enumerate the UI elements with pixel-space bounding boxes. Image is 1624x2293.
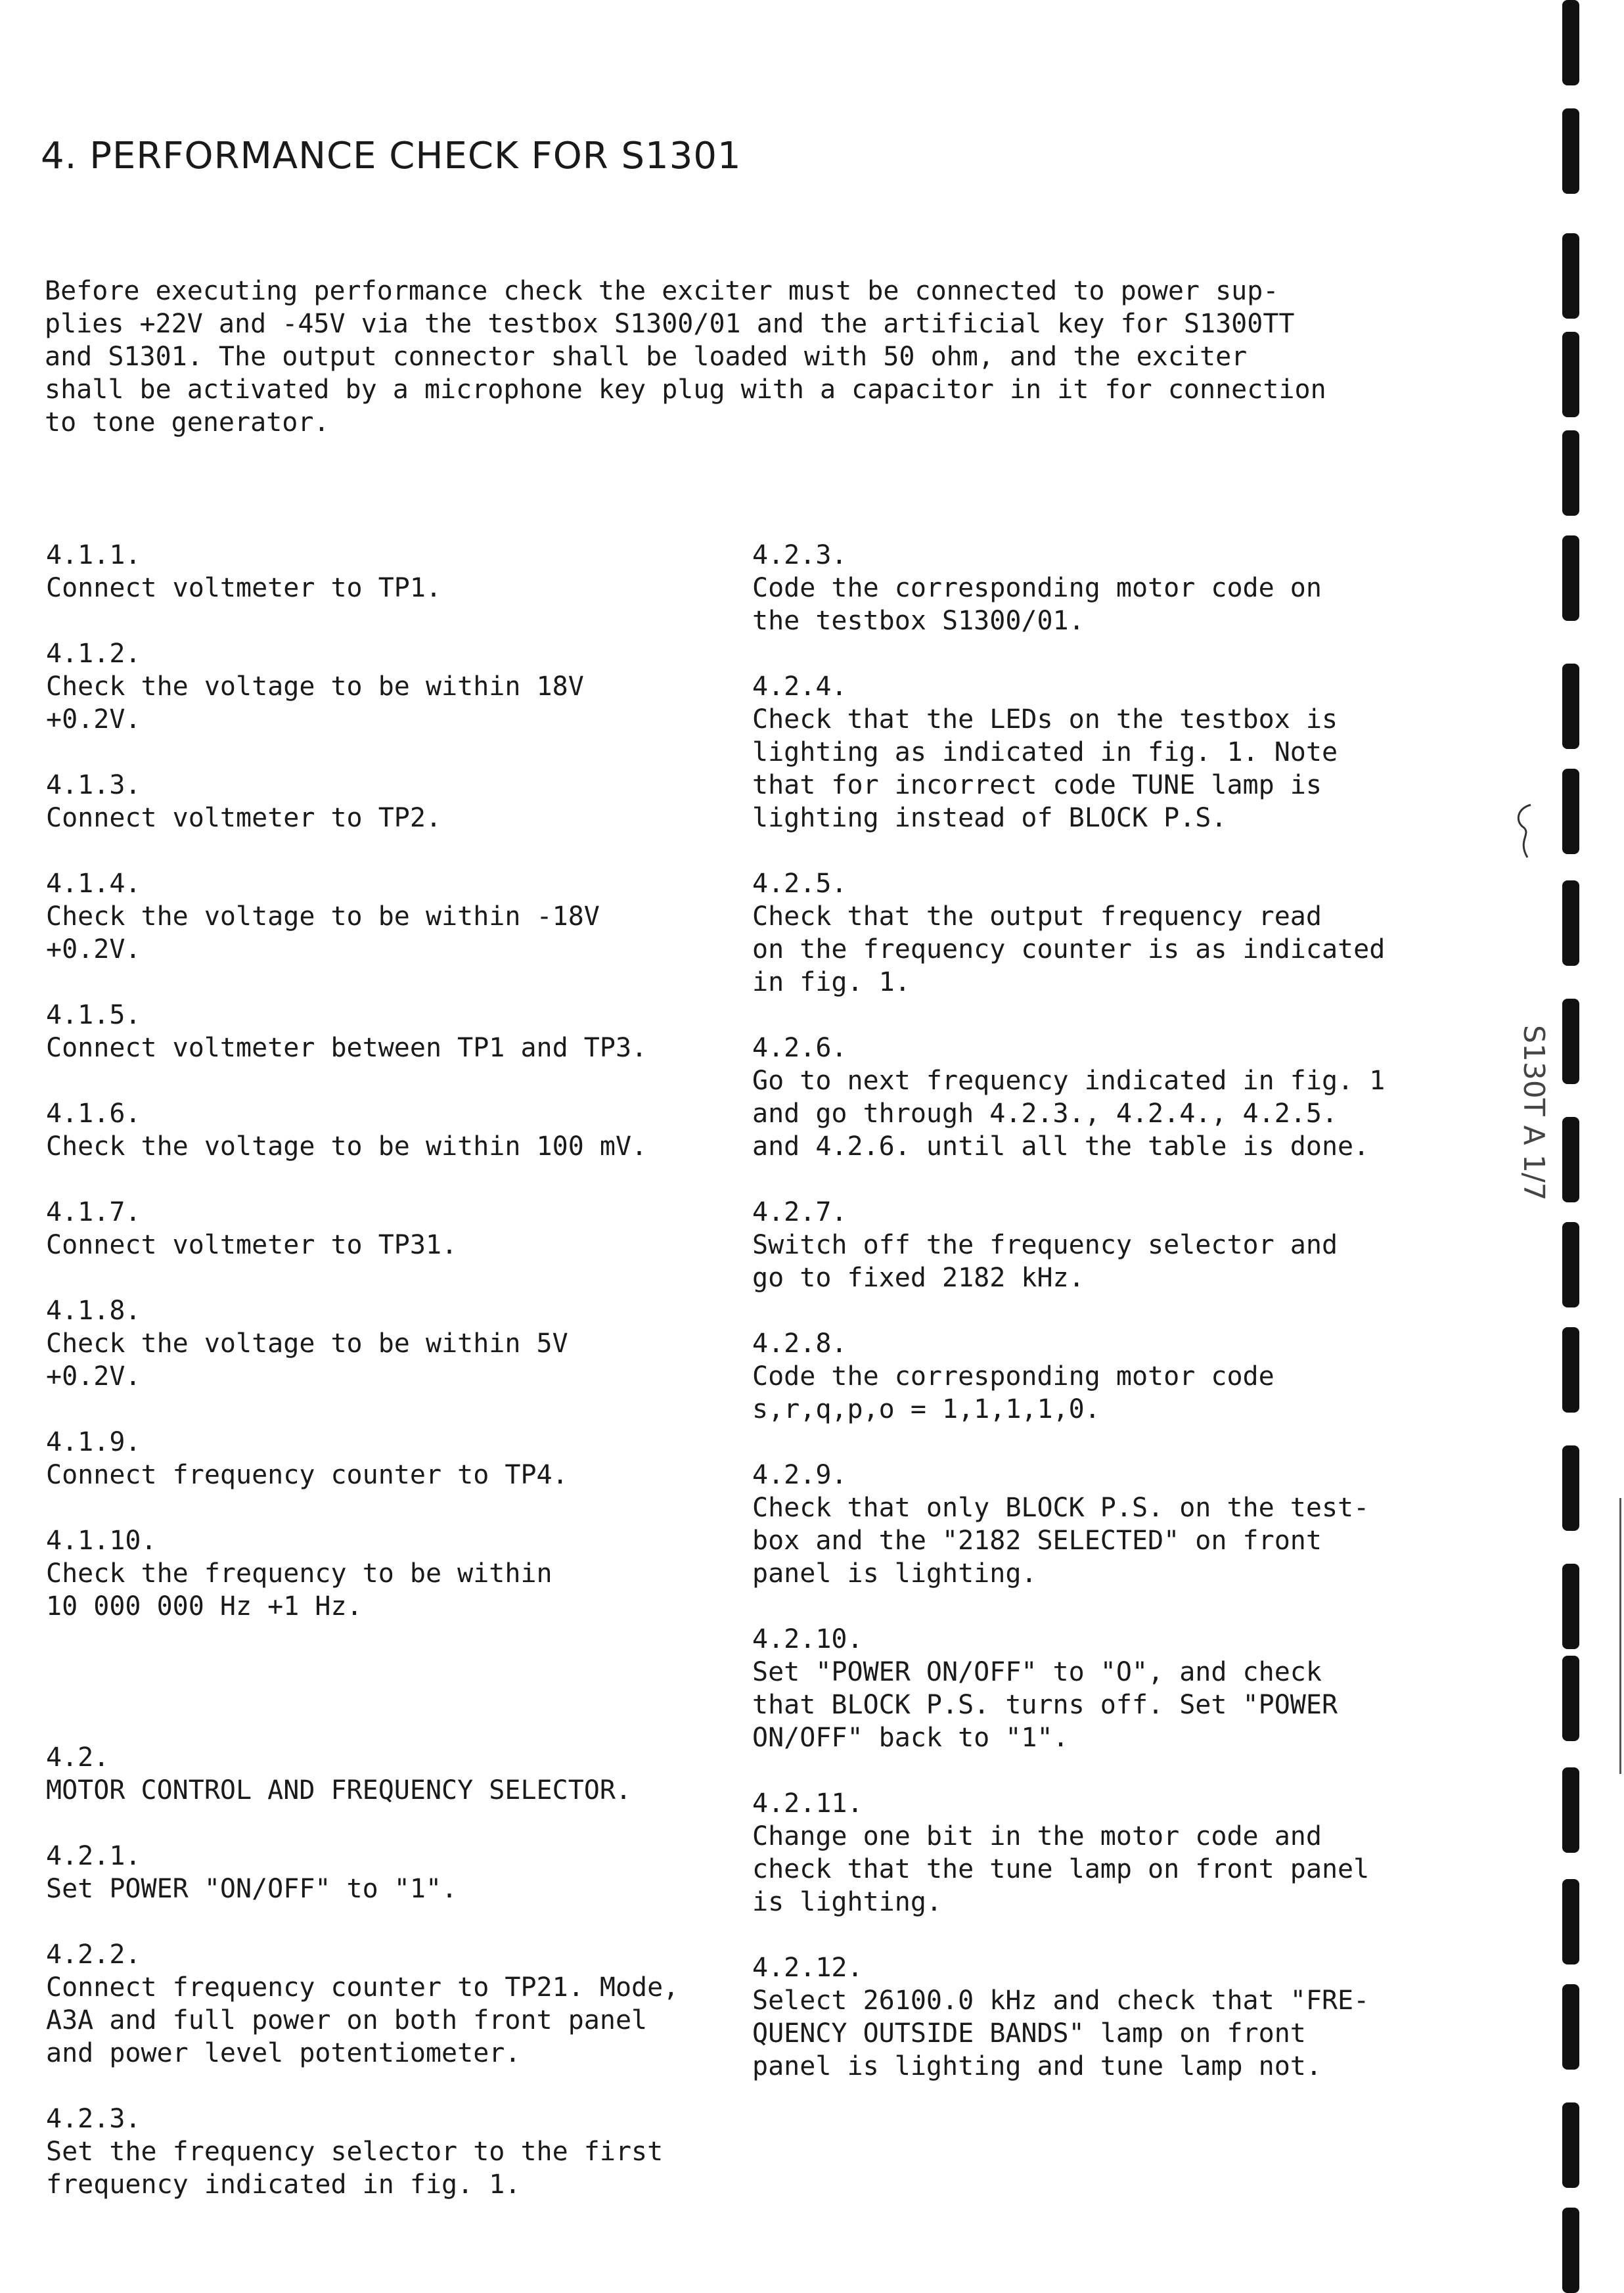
procedure-step [46, 999, 736, 1064]
binding-mark [1562, 1656, 1579, 1741]
binding-mark [1562, 430, 1579, 516]
procedure-step [46, 1426, 736, 1491]
binding-mark [1562, 1879, 1579, 1964]
procedure-step [46, 1938, 736, 2070]
step-text: Code the corresponding motor code on the testbox S1300/01. [752, 573, 1322, 636]
binding-marks [1557, 0, 1596, 2285]
step-number: 4.2.8. [752, 1328, 847, 1359]
step-text: Connect voltmeter to TP1. [46, 573, 442, 603]
step-number: 4.1.4. [46, 869, 141, 899]
step-number: 4.1.3. [46, 770, 141, 800]
procedure-step [46, 1097, 736, 1163]
step-number: 4.2.12. [752, 1953, 863, 1983]
procedure-step [46, 1840, 736, 1905]
step-text: Check the voltage to be within 100 mV. [46, 1131, 648, 1162]
step-number: 4.1.10. [46, 1526, 157, 1556]
step-number: 4.2.3. [46, 2104, 141, 2134]
page-edge-line [1619, 1498, 1621, 1774]
step-number: 4.2. [46, 1742, 110, 1773]
binding-mark [1562, 1767, 1579, 1853]
procedure-step [46, 2102, 736, 2201]
step-number: 4.2.2. [46, 1940, 141, 1970]
procedure-step [46, 769, 736, 834]
step-text: Select 26100.0 kHz and check that "FRE- QUENCY OUTSIDE BANDS" lamp on front panel is lighting and tune lamp not. [752, 1986, 1370, 2081]
binding-mark [1562, 332, 1579, 417]
procedure-step [46, 1524, 736, 1623]
binding-mark [1562, 1327, 1579, 1413]
step-number: 4.1.8. [46, 1296, 141, 1326]
binding-mark [1562, 1564, 1579, 1649]
page-title: 4. PERFORMANCE CHECK FOR S1301 [41, 135, 742, 177]
step-text: Set "POWER ON/OFF" to "O", and check that BLOCK P.S. turns off. Set "POWER ON/OFF" back to "1". [752, 1657, 1338, 1753]
step-number: 4.2.3. [752, 540, 847, 570]
binding-mark [1562, 2208, 1579, 2293]
binding-mark [1562, 535, 1579, 621]
step-text: MOTOR CONTROL AND FREQUENCY SELECTOR. [46, 1775, 632, 1805]
step-number: 4.1.7. [46, 1197, 141, 1227]
step-text: Connect voltmeter to TP2. [46, 803, 442, 833]
step-text: Check that the output frequency read on the frequency counter is as indicated in fig. 1. [752, 901, 1386, 997]
step-text: Go to next frequency indicated in fig. 1 and go through 4.2.3., 4.2.4., 4.2.5. and 4.2.6. until all the table is done. [752, 1066, 1386, 1162]
binding-mark [1562, 1445, 1579, 1531]
binding-mark [1562, 108, 1579, 194]
step-text: Code the corresponding motor code s,r,q,p,o = 1,1,1,1,0. [752, 1361, 1274, 1424]
procedure-step [752, 1032, 1442, 1163]
right-column [752, 539, 1442, 2116]
step-number: 4.2.7. [752, 1197, 847, 1227]
step-number: 4.1.5. [46, 1000, 141, 1030]
procedure-step [46, 867, 736, 966]
step-text: Set POWER "ON/OFF" to "1". [46, 1874, 458, 1904]
step-text: Check the voltage to be within 5V +0.2V. [46, 1328, 568, 1392]
step-text: Switch off the frequency selector and go to fixed 2182 kHz. [752, 1230, 1338, 1293]
step-text: Connect voltmeter to TP31. [46, 1230, 458, 1260]
step-number: 4.1.6. [46, 1099, 141, 1129]
binding-mark [1562, 999, 1579, 1084]
procedure-step [752, 1327, 1442, 1426]
procedure-step [46, 1741, 736, 1807]
procedure-step [46, 539, 736, 604]
step-number: 4.2.6. [752, 1033, 847, 1063]
procedure-step [752, 1459, 1442, 1590]
procedure-step [752, 1623, 1442, 1754]
procedure-step [752, 1951, 1442, 2083]
procedure-step [752, 1196, 1442, 1294]
binding-mark [1562, 880, 1579, 966]
step-text: Change one bit in the motor code and check that the tune lamp on front panel is lighting. [752, 1821, 1370, 1917]
binding-mark [1562, 1222, 1579, 1307]
step-number: 4.1.2. [46, 639, 141, 669]
step-number: 4.2.9. [752, 1460, 847, 1490]
binding-mark [1562, 233, 1579, 319]
document-side-code: S130T A 1/7 [1517, 1025, 1550, 1201]
step-text: Check that only BLOCK P.S. on the test- box and the "2182 SELECTED" on front panel is lighting. [752, 1493, 1370, 1589]
column-gap [46, 1656, 736, 1741]
binding-mark [1562, 2102, 1579, 2188]
step-text: Connect frequency counter to TP4. [46, 1460, 568, 1490]
step-text: Set the frequency selector to the first frequency indicated in fig. 1. [46, 2137, 664, 2200]
binding-mark [1562, 664, 1579, 749]
pen-mark-icon [1511, 802, 1537, 861]
step-number: 4.2.1. [46, 1841, 141, 1871]
binding-mark [1562, 0, 1579, 85]
step-number: 4.2.4. [752, 671, 847, 702]
binding-mark [1562, 1117, 1579, 1202]
step-number: 4.1.1. [46, 540, 141, 570]
procedure-step [752, 867, 1442, 999]
binding-mark [1562, 769, 1579, 854]
step-text: Connect voltmeter between TP1 and TP3. [46, 1033, 648, 1063]
step-number: 4.2.11. [752, 1788, 863, 1819]
step-number: 4.1.9. [46, 1427, 141, 1457]
step-text: Check the frequency to be within 10 000 000 Hz +1 Hz. [46, 1558, 553, 1622]
procedure-step [752, 1787, 1442, 1918]
step-text: Check that the LEDs on the testbox is lighting as indicated in fig. 1. Note that for incorrect code TUNE lamp is lighting instead of BLOCK P.S. [752, 704, 1338, 833]
step-number: 4.2.10. [752, 1624, 863, 1654]
procedure-step [46, 1196, 736, 1261]
procedure-step [752, 539, 1442, 637]
step-text: Connect frequency counter to TP21. Mode, A3A and full power on both front panel and power level potentiometer. [46, 1972, 679, 2068]
step-text: Check the voltage to be within -18V +0.2V. [46, 901, 600, 965]
left-column [46, 539, 736, 2234]
intro-paragraph: Before executing performance check the exciter must be connected to power sup- plies +22V and -45V via the testbox S1300/01 and the artificial key for S1300TT and S1301. The output connector shall be loaded with 50 ohm, and the exciter shall be activated by a microphone key plug with a capacitor in it for connection to tone generator. [45, 276, 1326, 438]
step-number: 4.2.5. [752, 869, 847, 899]
binding-mark [1562, 1984, 1579, 2070]
procedure-step [752, 670, 1442, 834]
procedure-step [46, 637, 736, 736]
procedure-step [46, 1294, 736, 1393]
step-text: Check the voltage to be within 18V +0.2V. [46, 671, 584, 735]
